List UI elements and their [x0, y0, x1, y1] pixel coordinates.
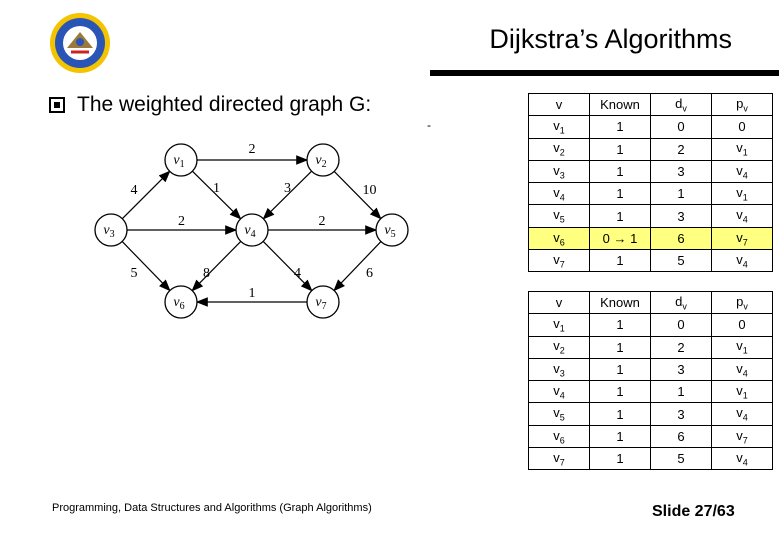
table-row [529, 448, 773, 470]
table-cell: 1 [590, 448, 651, 470]
table-cell: $v_5$ [529, 403, 590, 425]
table-cell: 5 [651, 250, 712, 272]
table-cell: $v_3$ [529, 358, 590, 380]
header-cell: $p_v$ [712, 292, 773, 314]
table-row [529, 314, 773, 336]
title-underline [430, 70, 779, 76]
table-cell: 1 [590, 314, 651, 336]
bullet-text: The weighted directed graph G: [77, 93, 372, 116]
node-label: $v_3$ [103, 223, 115, 240]
table-cell: $v_1$ [529, 116, 590, 138]
table-cell: 1 [590, 358, 651, 380]
table-cell: 1 [651, 381, 712, 403]
edge-weight-label: 5 [130, 266, 138, 281]
table-row [529, 381, 773, 403]
table-cell: $v_7$ [529, 250, 590, 272]
edge-v4-v6 [192, 241, 241, 290]
table-cell: $v_4$ [712, 358, 773, 380]
dash-mark: - [427, 118, 431, 132]
table-row [529, 160, 773, 182]
footer-text: Programming, Data Structures and Algorithms (Graph Algorithms) [52, 502, 372, 514]
table-cell: $v_6$ [529, 227, 590, 249]
bullet-box-icon [49, 97, 65, 113]
table-row [529, 425, 773, 447]
table-cell: $v_4$ [529, 183, 590, 205]
table-cell: 6 [651, 227, 712, 249]
table-cell: 1 [590, 336, 651, 358]
edge-weight-label: 6 [366, 266, 373, 281]
table-cell: $v_4$ [529, 381, 590, 403]
edge-weight-label: 4 [294, 266, 301, 281]
edge-weight-label: 1 [248, 286, 256, 301]
table-cell: 1 [590, 183, 651, 205]
university-seal-logo [49, 12, 111, 74]
table-row [529, 205, 773, 227]
bullet-point [49, 93, 371, 117]
table-cell: $v_4$ [712, 403, 773, 425]
table-row [529, 358, 773, 380]
header-cell: $d_v$ [651, 94, 712, 116]
table-cell: 1 [651, 183, 712, 205]
table-row [529, 403, 773, 425]
header-cell: Known [590, 94, 651, 116]
edge-weight-label: 4 [130, 183, 138, 198]
table-cell: 3 [651, 358, 712, 380]
slide-number: Slide 27/63 [652, 503, 735, 520]
table-cell: 3 [651, 205, 712, 227]
edge-weight-label: 2 [178, 214, 185, 229]
table-cell: 3 [651, 403, 712, 425]
edge-weight-label: 10 [362, 183, 377, 198]
table-header-row [529, 292, 773, 314]
table-cell: 1 [590, 205, 651, 227]
table-row [529, 336, 773, 358]
table-row [529, 250, 773, 272]
header-cell: $p_v$ [712, 94, 773, 116]
edge-weight-label: 2 [318, 214, 326, 229]
table-cell: 3 [651, 160, 712, 182]
table-cell: $v_5$ [529, 205, 590, 227]
table-row [529, 138, 773, 160]
node-label: $v_6$ [173, 295, 185, 312]
table-cell: 1 [590, 138, 651, 160]
node-label: $v_2$ [315, 153, 327, 170]
table-cell: 1 [590, 403, 651, 425]
edge-weight-label: 8 [203, 266, 210, 281]
edge-v3-v6 [122, 241, 170, 290]
table-cell: $v_1$ [712, 381, 773, 403]
table-cell: $v_1$ [712, 336, 773, 358]
node-label: $v_4$ [244, 223, 256, 240]
node-label: $v_7$ [315, 295, 327, 312]
table-cell: $v_2$ [529, 336, 590, 358]
table-row [529, 116, 773, 138]
header-cell: Known [590, 292, 651, 314]
node-label: $v_5$ [384, 223, 396, 240]
table-cell: $v_1$ [712, 183, 773, 205]
table-cell: 0 [651, 314, 712, 336]
table-cell: 1 [590, 160, 651, 182]
edge-v4-v7 [263, 241, 312, 290]
table-cell: 0 [712, 314, 773, 336]
table-cell: 0 → 1 [590, 227, 651, 249]
table-row [529, 227, 773, 249]
table-cell: 6 [651, 425, 712, 447]
header-cell: v [529, 292, 590, 314]
table-cell: 1 [590, 116, 651, 138]
header-cell: $d_v$ [651, 292, 712, 314]
table-cell: $v_1$ [712, 138, 773, 160]
table-cell: 0 [712, 116, 773, 138]
header-cell: v [529, 94, 590, 116]
table-cell: $v_4$ [712, 448, 773, 470]
table-cell: $v_3$ [529, 160, 590, 182]
table-cell: 1 [590, 425, 651, 447]
table-cell: $v_2$ [529, 138, 590, 160]
table-cell: $v_1$ [529, 314, 590, 336]
dijkstra-table-before [528, 93, 773, 272]
table-cell: 2 [651, 336, 712, 358]
table-cell: 2 [651, 138, 712, 160]
edge-weight-label: 2 [248, 142, 256, 157]
table-cell: 5 [651, 448, 712, 470]
table-cell: $v_4$ [712, 205, 773, 227]
table-cell: 1 [590, 250, 651, 272]
edge-weight-label: 3 [284, 181, 291, 196]
slide-title: Dijkstra’s Algorithms [489, 24, 732, 54]
node-label: $v_1$ [173, 153, 185, 170]
table-cell: $v_7$ [712, 425, 773, 447]
table-cell: 1 [590, 381, 651, 403]
edge-v5-v7 [334, 242, 381, 291]
table-cell: $v_4$ [712, 250, 773, 272]
table-cell: $v_7$ [712, 227, 773, 249]
table-cell: $v_7$ [529, 448, 590, 470]
edge-weight-label: 1 [213, 181, 220, 196]
weighted-directed-graph [86, 135, 426, 325]
edge-v3-v1 [122, 171, 169, 218]
dijkstra-table-after [528, 291, 773, 470]
table-cell: $v_6$ [529, 425, 590, 447]
table-cell: 0 [651, 116, 712, 138]
table-row [529, 183, 773, 205]
table-cell: $v_4$ [712, 160, 773, 182]
table-header-row [529, 94, 773, 116]
